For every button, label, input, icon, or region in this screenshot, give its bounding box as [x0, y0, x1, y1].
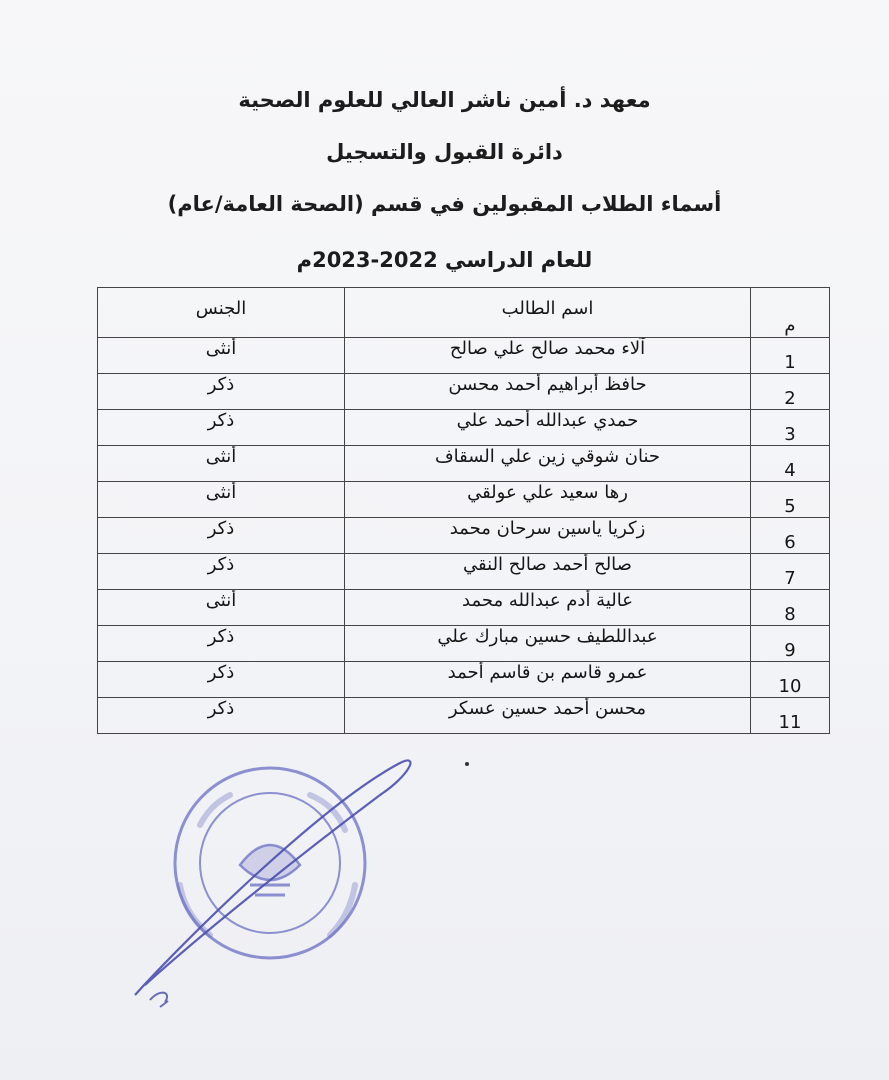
column-header-name: اسم الطالب	[345, 288, 751, 338]
table-row	[98, 662, 830, 698]
students-table-body	[98, 338, 830, 734]
student-gender: ذكر	[98, 518, 345, 554]
student-name: رها سعيد علي عولقي	[345, 482, 751, 518]
student-gender: ذكر	[98, 410, 345, 446]
student-name: عالية أدم عبدالله محمد	[345, 590, 751, 626]
list-title: أسماء الطلاب المقبولين في قسم (الصحة العامة/عام)	[167, 192, 722, 216]
student-name: عمرو قاسم بن قاسم أحمد	[345, 662, 751, 698]
table-row	[98, 410, 830, 446]
table-row	[98, 626, 830, 662]
student-name: حمدي عبدالله أحمد علي	[345, 410, 751, 446]
row-number: 5	[751, 482, 830, 518]
academic-year: للعام الدراسي 2022-2023م	[296, 248, 593, 272]
row-number: 10	[751, 662, 830, 698]
student-gender: ذكر	[98, 626, 345, 662]
row-number: 11	[751, 698, 830, 734]
student-gender: أنثى	[98, 338, 345, 374]
table-row	[98, 482, 830, 518]
student-gender: ذكر	[98, 554, 345, 590]
official-stamp-icon	[120, 745, 420, 1015]
student-gender: أنثى	[98, 590, 345, 626]
student-name: حنان شوقي زين علي السقاف	[345, 446, 751, 482]
student-name: آلاء محمد صالح علي صالح	[345, 338, 751, 374]
department-name: دائرة القبول والتسجيل	[326, 140, 563, 164]
student-gender: ذكر	[98, 662, 345, 698]
column-header-gender: الجنس	[98, 288, 345, 338]
students-table	[97, 287, 830, 734]
table-row	[98, 554, 830, 590]
student-gender: ذكر	[98, 698, 345, 734]
student-name: عبداللطيف حسين مبارك علي	[345, 626, 751, 662]
column-header-number: م	[751, 288, 830, 338]
table-row	[98, 698, 830, 734]
ink-dot	[465, 762, 469, 766]
student-name: حافظ أبراهيم أحمد محسن	[345, 374, 751, 410]
table-row	[98, 446, 830, 482]
row-number: 3	[751, 410, 830, 446]
student-gender: أنثى	[98, 446, 345, 482]
institute-name: معهد د. أمين ناشر العالي للعلوم الصحية	[238, 88, 651, 112]
row-number: 9	[751, 626, 830, 662]
student-name: زكريا ياسين سرحان محمد	[345, 518, 751, 554]
student-name: صالح أحمد صالح النقي	[345, 554, 751, 590]
table-row	[98, 374, 830, 410]
table-row	[98, 518, 830, 554]
row-number: 8	[751, 590, 830, 626]
row-number: 1	[751, 338, 830, 374]
row-number: 7	[751, 554, 830, 590]
student-name: محسن أحمد حسين عسكر	[345, 698, 751, 734]
table-header-row	[98, 288, 830, 338]
row-number: 2	[751, 374, 830, 410]
table-row	[98, 590, 830, 626]
row-number: 6	[751, 518, 830, 554]
row-number: 4	[751, 446, 830, 482]
student-gender: أنثى	[98, 482, 345, 518]
table-row	[98, 338, 830, 374]
student-gender: ذكر	[98, 374, 345, 410]
